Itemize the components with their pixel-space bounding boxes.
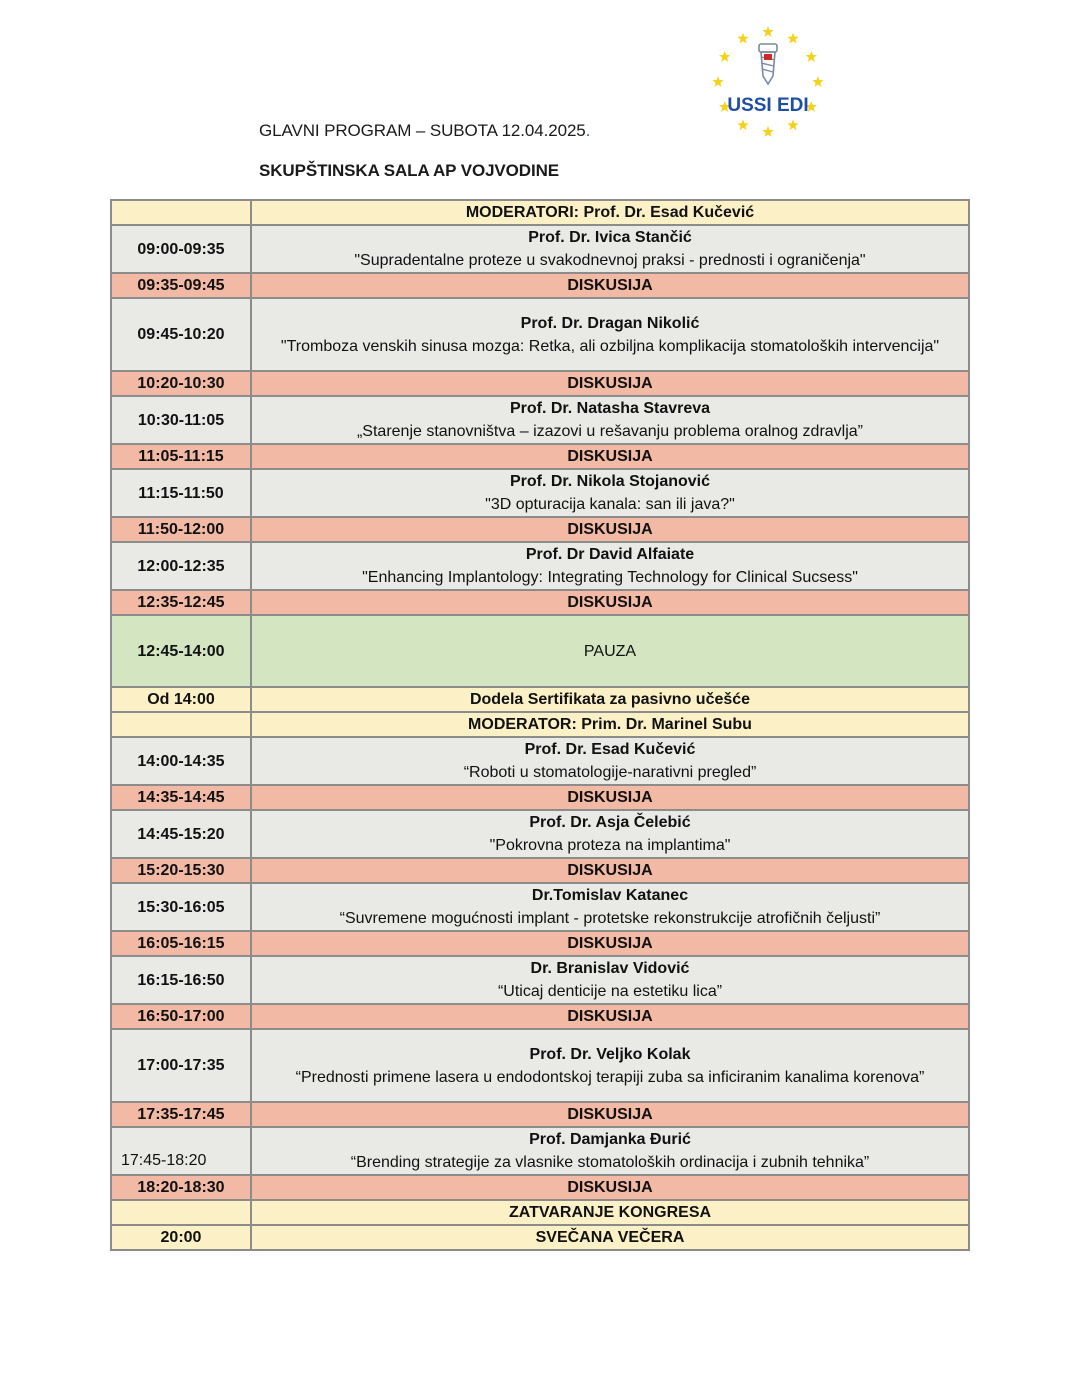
- content-cell: [251, 1102, 969, 1127]
- content-cell: [251, 712, 969, 737]
- content-cell: [251, 590, 969, 615]
- discussion-label: DISKUSIJA: [567, 375, 653, 392]
- star-icon: [762, 26, 773, 37]
- speaker-name: Prof. Dr. Esad Kučević: [524, 741, 696, 758]
- schedule-row-moderator: [111, 687, 969, 712]
- discussion-label: DISKUSIJA: [567, 277, 653, 294]
- venue-title: SKUPŠTINSKA SALA AP VOJVODINE: [259, 161, 560, 180]
- speaker-name: Prof. Dr. Asja Čelebić: [529, 814, 691, 831]
- discussion-label: DISKUSIJA: [567, 862, 653, 879]
- talk-title: "3D opturacija kanala: san ili java?": [485, 496, 735, 513]
- time-cell: 17:45-18:20: [111, 1127, 251, 1175]
- star-icon: [712, 76, 723, 87]
- talk-title: “Roboti u stomatologije-narativni pregled”: [463, 764, 757, 781]
- time-cell: 14:00-14:35: [111, 737, 251, 785]
- event-label: Dodela Sertifikata za pasivno učešće: [469, 691, 751, 708]
- time-cell: 14:45-15:20: [111, 810, 251, 858]
- schedule-row-discussion: [111, 273, 969, 298]
- schedule-row-talk: [111, 956, 969, 1004]
- content-cell: [251, 542, 969, 590]
- content-cell: [251, 883, 969, 931]
- schedule-row-talk: [111, 810, 969, 858]
- talk-title: "Supradentalne proteze u svakodnevnoj praksi - prednosti i ograničenja": [354, 252, 866, 269]
- time-cell: 16:05-16:15: [111, 931, 251, 956]
- speaker-name: Prof. Dr. Dragan Nikolić: [520, 314, 700, 332]
- speaker-name: Prof. Dr. Veljko Kolak: [529, 1045, 691, 1063]
- schedule-row-talk: [111, 396, 969, 444]
- event-label: ZATVARANJE KONGRESA: [508, 1204, 712, 1221]
- talk-title: “Uticaj denticije na estetiku lica”: [497, 983, 723, 1000]
- ussi-edi-logo: [710, 24, 826, 140]
- schedule-row-talk: [111, 737, 969, 785]
- schedule-row-discussion: [111, 1102, 969, 1127]
- schedule-row-moderator: [111, 200, 969, 225]
- content-cell: [251, 469, 969, 517]
- program-title-text: GLAVNI PROGRAM – SUBOTA 12.04.2025: [259, 121, 586, 140]
- content-cell: [251, 1175, 969, 1200]
- star-icon: [737, 119, 748, 130]
- content-cell: [251, 931, 969, 956]
- discussion-label: DISKUSIJA: [567, 1179, 653, 1196]
- time-cell: 11:15-11:50: [111, 469, 251, 517]
- time-cell: [111, 200, 251, 225]
- content-cell: [251, 225, 969, 273]
- content-cell: [251, 1127, 969, 1175]
- event-label: SVEČANA VEČERA: [535, 1229, 685, 1246]
- time-cell: 11:05-11:15: [111, 444, 251, 469]
- content-cell: [251, 273, 969, 298]
- discussion-label: DISKUSIJA: [567, 1106, 653, 1123]
- logo-text: USSI EDI: [727, 95, 809, 116]
- time-cell: 18:20-18:30: [111, 1175, 251, 1200]
- discussion-label: DISKUSIJA: [567, 594, 653, 611]
- time-cell: 12:35-12:45: [111, 590, 251, 615]
- schedule-row-talk: [111, 469, 969, 517]
- time-cell: 09:35-09:45: [111, 273, 251, 298]
- time-cell: [111, 1200, 251, 1225]
- discussion-label: DISKUSIJA: [567, 935, 653, 952]
- time-cell: 15:20-15:30: [111, 858, 251, 883]
- schedule-row-talk: [111, 1029, 969, 1102]
- content-cell: [251, 200, 969, 225]
- speaker-name: Prof. Dr David Alfaiate: [525, 546, 695, 563]
- talk-title: “Suvremene mogućnosti implant - protetske rekonstrukcije atrofičnih čeljusti”: [339, 910, 881, 927]
- time-cell: 17:35-17:45: [111, 1102, 251, 1127]
- schedule-row-discussion: [111, 1175, 969, 1200]
- content-cell: [251, 1004, 969, 1029]
- schedule-row-discussion: [111, 1004, 969, 1029]
- content-cell: [251, 1200, 969, 1225]
- time-cell: Od 14:00: [111, 687, 251, 712]
- pause-label: PAUZA: [583, 642, 637, 660]
- event-label: MODERATOR: Prim. Dr. Marinel Subu: [468, 716, 752, 733]
- schedule-row-talk: [111, 1127, 969, 1175]
- implant-icon: [759, 44, 777, 84]
- star-icon: [737, 33, 748, 44]
- schedule-row-discussion: [111, 858, 969, 883]
- content-cell: [251, 956, 969, 1004]
- discussion-label: DISKUSIJA: [567, 1008, 653, 1025]
- speaker-name: Dr.Tomislav Katanec: [531, 887, 689, 904]
- content-cell: [251, 615, 969, 687]
- star-icon: [806, 51, 817, 62]
- content-cell: [251, 1225, 969, 1250]
- speaker-name: Prof. Dr. Ivica Stančić: [528, 229, 692, 246]
- star-icon: [787, 119, 798, 130]
- program-title-dot: .: [585, 121, 591, 140]
- schedule-row-discussion: [111, 590, 969, 615]
- time-cell: 09:00-09:35: [111, 225, 251, 273]
- discussion-label: DISKUSIJA: [567, 448, 653, 465]
- talk-title: "Pokrovna proteza na implantima": [489, 837, 731, 854]
- program-title: [259, 121, 590, 141]
- logo-stars: [712, 26, 823, 137]
- talk-title: "Enhancing Implantology: Integrating Technology for Clinical Sucsess": [362, 569, 858, 586]
- talk-title: “Brending strategije za vlasnike stomatoloških ordinacija i zubnih tehnika”: [350, 1154, 870, 1171]
- content-cell: [251, 737, 969, 785]
- time-cell: 17:00-17:35: [111, 1029, 251, 1102]
- content-cell: [251, 444, 969, 469]
- event-label: MODERATORI: Prof. Dr. Esad Kučević: [465, 204, 755, 221]
- talk-title: „Starenje stanovništva – izazovi u rešavanju problema oralnog zdravlja”: [356, 423, 864, 440]
- schedule-body: [111, 200, 969, 1250]
- schedule-row-talk: [111, 883, 969, 931]
- schedule-row-talk: [111, 225, 969, 273]
- time-cell: 16:15-16:50: [111, 956, 251, 1004]
- schedule-row-discussion: [111, 444, 969, 469]
- discussion-label: DISKUSIJA: [567, 521, 653, 538]
- time-cell: 10:20-10:30: [111, 371, 251, 396]
- speaker-name: Prof. Dr. Natasha Stavreva: [509, 400, 711, 417]
- time-cell: 11:50-12:00: [111, 517, 251, 542]
- schedule-row-discussion: [111, 517, 969, 542]
- schedule-row-talk: [111, 542, 969, 590]
- content-cell: [251, 1029, 969, 1102]
- speaker-name: Prof. Damjanka Đurić: [529, 1131, 691, 1148]
- talk-title: "Tromboza venskih sinusa mozga: Retka, ali ozbiljna komplikacija stomatoloških intervencija": [280, 337, 940, 355]
- schedule-row-discussion: [111, 371, 969, 396]
- time-cell: [111, 712, 251, 737]
- time-cell: 20:00: [111, 1225, 251, 1250]
- content-cell: [251, 785, 969, 810]
- schedule-row-moderator: [111, 712, 969, 737]
- star-icon: [812, 76, 823, 87]
- time-cell: 12:00-12:35: [111, 542, 251, 590]
- schedule-row-talk: [111, 298, 969, 371]
- time-cell: 12:45-14:00: [111, 615, 251, 687]
- content-cell: [251, 298, 969, 371]
- time-cell: 16:50-17:00: [111, 1004, 251, 1029]
- time-cell: 09:45-10:20: [111, 298, 251, 371]
- schedule-row-discussion: [111, 931, 969, 956]
- content-cell: [251, 396, 969, 444]
- speaker-name: Dr. Branislav Vidović: [530, 960, 690, 977]
- time-cell: 15:30-16:05: [111, 883, 251, 931]
- time-cell: 14:35-14:45: [111, 785, 251, 810]
- time-cell: 10:30-11:05: [111, 396, 251, 444]
- star-icon: [762, 126, 773, 137]
- content-cell: [251, 687, 969, 712]
- star-icon: [719, 51, 730, 62]
- content-cell: [251, 858, 969, 883]
- content-cell: [251, 810, 969, 858]
- schedule-row-pause: [111, 615, 969, 687]
- schedule-row-moderator: [111, 1225, 969, 1250]
- schedule-row-moderator: [111, 1200, 969, 1225]
- content-cell: [251, 517, 969, 542]
- discussion-label: DISKUSIJA: [567, 789, 653, 806]
- talk-title: “Prednosti primene lasera u endodontskoj terapiji zuba sa inficiranim kanalima korenova”: [295, 1068, 925, 1086]
- speaker-name: Prof. Dr. Nikola Stojanović: [509, 473, 711, 490]
- star-icon: [787, 33, 798, 44]
- schedule-table: [110, 199, 970, 1251]
- content-cell: [251, 371, 969, 396]
- schedule-row-discussion: [111, 785, 969, 810]
